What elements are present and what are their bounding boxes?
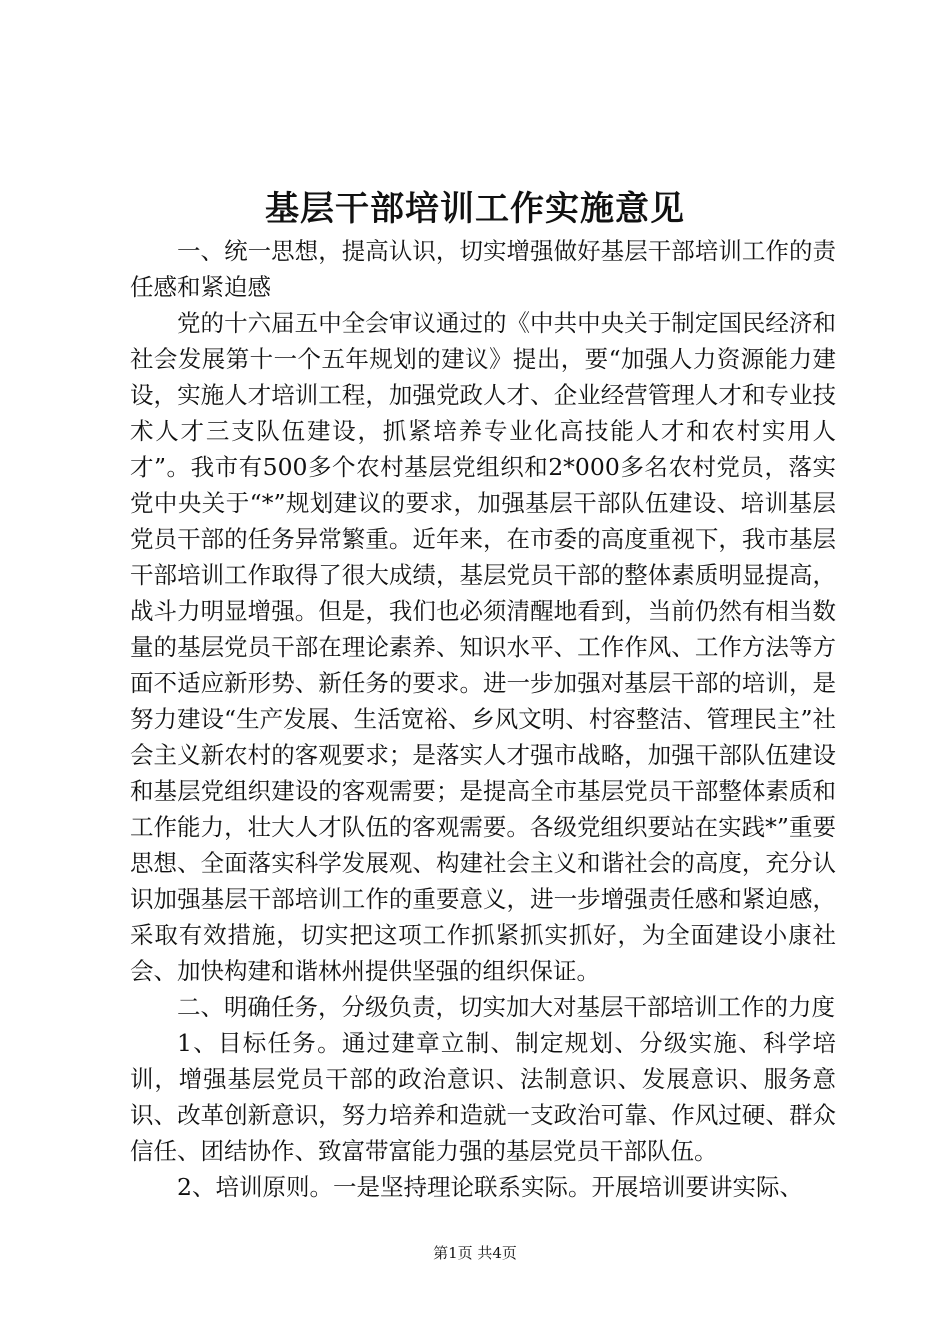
section-heading-1: 一、统一思想，提高认识，切实增强做好基层干部培训工作的责任感和紧迫感 — [130, 237, 836, 301]
paragraph-training-principles: 2、培训原则。一是坚持理论联系实际。开展培训要讲实际、 — [177, 1173, 803, 1201]
document-title: 基层干部培训工作实施意见 — [265, 189, 685, 229]
paragraph-1: 党的十六届五中全会审议通过的《中共中央关于制定国民经济和社会发展第十一个五年规划的建议》提出，要“加强人力资源能力建设，实施人才培训工程，加强党政人才、企业经营管理人才和专业技术人才三支队伍建设，抓紧培养专业化高技能人才和农村实用人才”。我市有500多个农村基层党组织和2*000多名农村党员，落实党中央关于“*”规划建议的要求，加强基层干部队伍建设、培训基层党员干部的任务异常繁重。近年来，在市委的高度重视下，我市基层干部培训工作取得了很大成绩，基层党员干部的整体素质明显提高，战斗力明显增强。但是，我们也必须清醒地看到，当前仍然有相当数量的基层党员干部在理论素养、知识水平、工作作风、工作方法等方面不适应新形势、新任务的要求。进一步加强对基层干部的培训，是努力建设“生产发展、生活宽裕、乡风文明、村容整洁、管理民主”社会主义新农村的客观要求；是落实人才强市战略，加强干部队伍建设和基层党组织建设的客观需要；是提高全市基层党员干部整体素质和工作能力，壮大人才队伍的客观需要。各级党组织要站在实践*”重要思想、全面落实科学发展观、构建社会主义和谐社会的高度，充分认识加强基层干部培训工作的重要意义，进一步增强责任感和紧迫感，采取有效措施，切实把这项工作抓紧抓实抓好，为全面建设小康社会、加快构建和谐林州提供坚强的组织保证。 — [130, 309, 836, 985]
paragraph-target-tasks: 1、目标任务。通过建章立制、制定规划、分级实施、科学培训，增强基层党员干部的政治意识、法制意识、发展意识、服务意识、改革创新意识，努力培养和造就一支政治可靠、作风过硬、群众信任、团结协作、致富带富能力强的基层党员干部队伍。 — [130, 1029, 836, 1165]
page-number-footer: 第1页 共4页 — [433, 1244, 517, 1262]
document-body — [130, 233, 836, 1205]
section-heading-2: 二、明确任务，分级负责，切实加大对基层干部培训工作的力度 — [177, 993, 835, 1021]
